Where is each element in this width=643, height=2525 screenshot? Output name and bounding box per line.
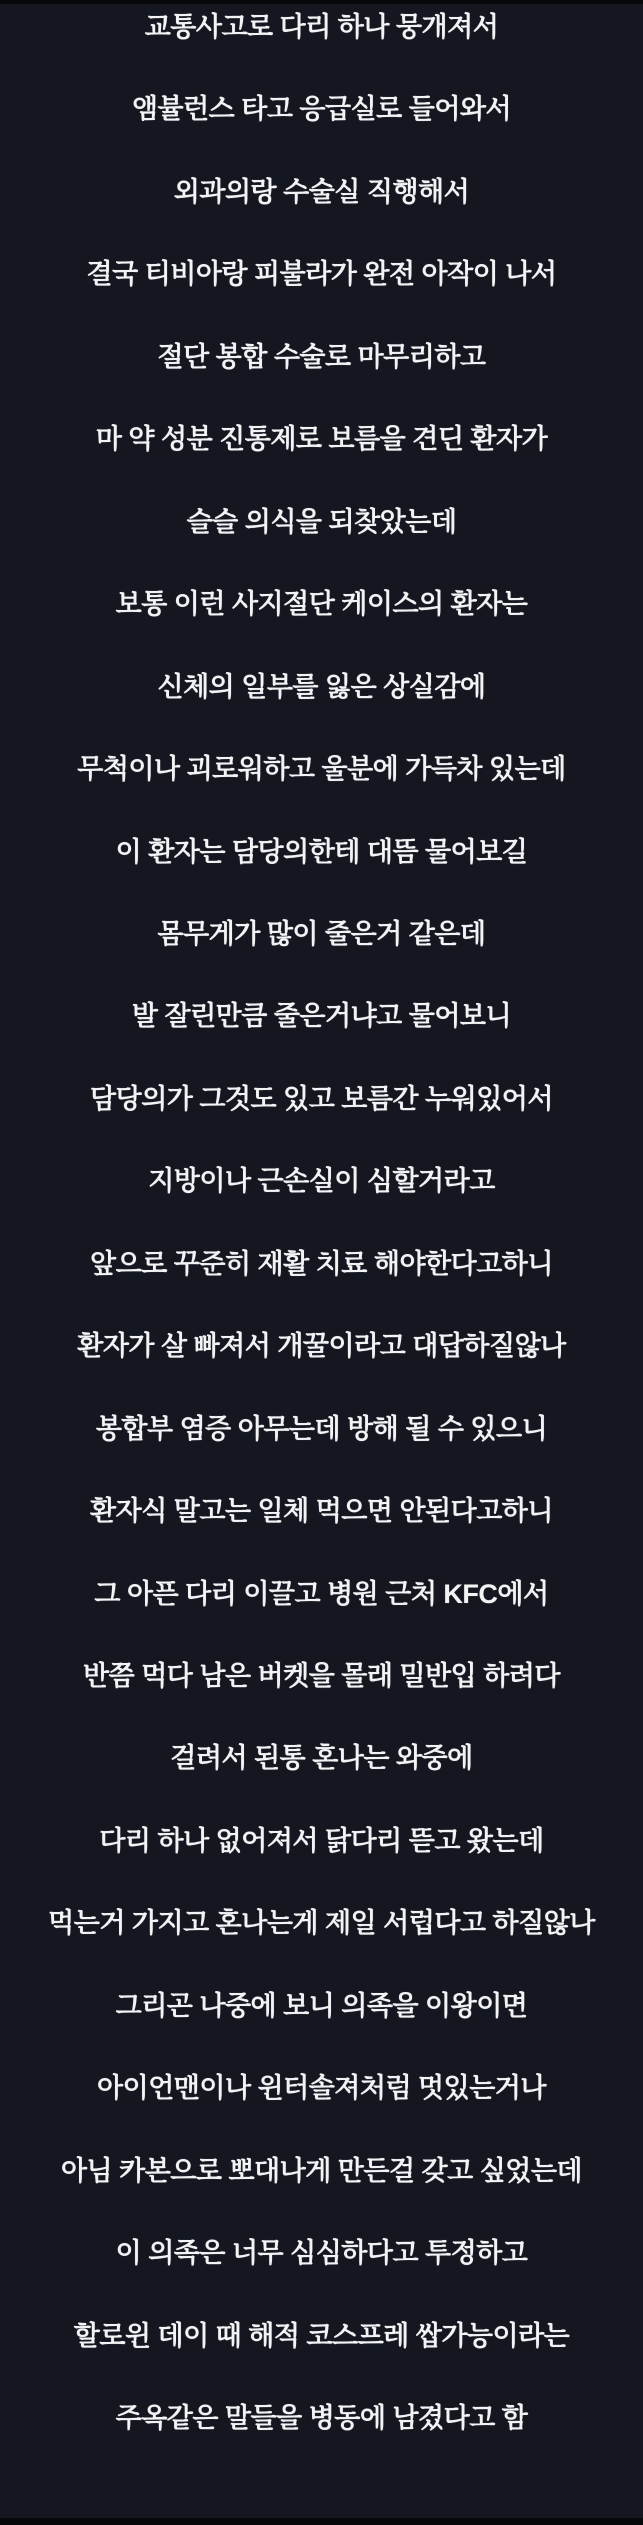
- story-line: 절단 봉합 수술로 마무리하고: [157, 341, 486, 372]
- story-line: 환자식 말고는 일체 먹으면 안된다고하니: [90, 1496, 553, 1527]
- story-line: 몸무게가 많이 줄은거 같은데: [157, 918, 486, 949]
- story-line: 그 아픈 다리 이끌고 병원 근처 KFC에서: [94, 1578, 549, 1609]
- story-line: 그리곤 나중에 보니 의족을 이왕이면: [115, 1990, 528, 2021]
- story-line: 지방이나 근손실이 심할거라고: [148, 1166, 495, 1197]
- story-line: 발 잘린만큼 줄은거냐고 물어보니: [131, 1001, 512, 1032]
- story-line: 결국 티비아랑 피불라가 완전 아작이 나서: [86, 259, 557, 290]
- story-line: 환자가 살 빠져서 개꿀이라고 대답하질않나: [77, 1331, 566, 1362]
- story-line: 외과의랑 수술실 직행해서: [173, 176, 470, 207]
- story-line: 주옥같은 말들을 병동에 남겼다고 함: [115, 2403, 528, 2434]
- story-line: 마 약 성분 진통제로 보름을 견딘 환자가: [95, 424, 548, 455]
- story-line: 이 의족은 너무 심심하다고 투정하고: [115, 2238, 528, 2269]
- story-line: 앞으로 꾸준히 재활 치료 해야한다고하니: [90, 1248, 553, 1279]
- story-line: 담당의가 그것도 있고 보름간 누워있어서: [90, 1083, 553, 1114]
- story-line: 이 환자는 담당의한테 대뜸 물어보길: [115, 836, 528, 867]
- story-line: 아님 카본으로 뽀대나게 만든걸 갖고 싶었는데: [60, 2155, 583, 2186]
- story-line: 아이언맨이나 윈터솔져처럼 멋있는거나: [97, 2073, 546, 2104]
- story-line: 봉합부 염증 아무는데 방해 될 수 있으니: [95, 1413, 548, 1444]
- story-line: 다리 하나 없어져서 닭다리 뜯고 왔는데: [99, 1825, 544, 1856]
- story-line: 무척이나 괴로워하고 울분에 가득차 있는데: [77, 754, 566, 785]
- story-line: 신체의 일부를 잃은 상실감에: [157, 671, 486, 702]
- story-line: 앰뷸런스 타고 응급실로 들어와서: [131, 94, 512, 125]
- story-line: 보통 이런 사지절단 케이스의 환자는: [115, 589, 528, 620]
- story-line: 먹는거 가지고 혼나는게 제일 서럽다고 하질않나: [48, 1908, 595, 1939]
- story-line: 할로윈 데이 때 해적 코스프레 쌉가능이라는: [73, 2320, 570, 2351]
- story-line: 슬슬 의식을 되찾았는데: [186, 506, 457, 537]
- story-line: 교통사고로 다리 하나 뭉개져서: [144, 12, 499, 42]
- bottom-letterbox-bar: [0, 2518, 643, 2525]
- story-line: 반쯤 먹다 남은 버켓을 몰래 밀반입 하려다: [83, 1661, 560, 1691]
- story-line: 걸려서 된통 혼나는 와중에: [170, 1743, 473, 1774]
